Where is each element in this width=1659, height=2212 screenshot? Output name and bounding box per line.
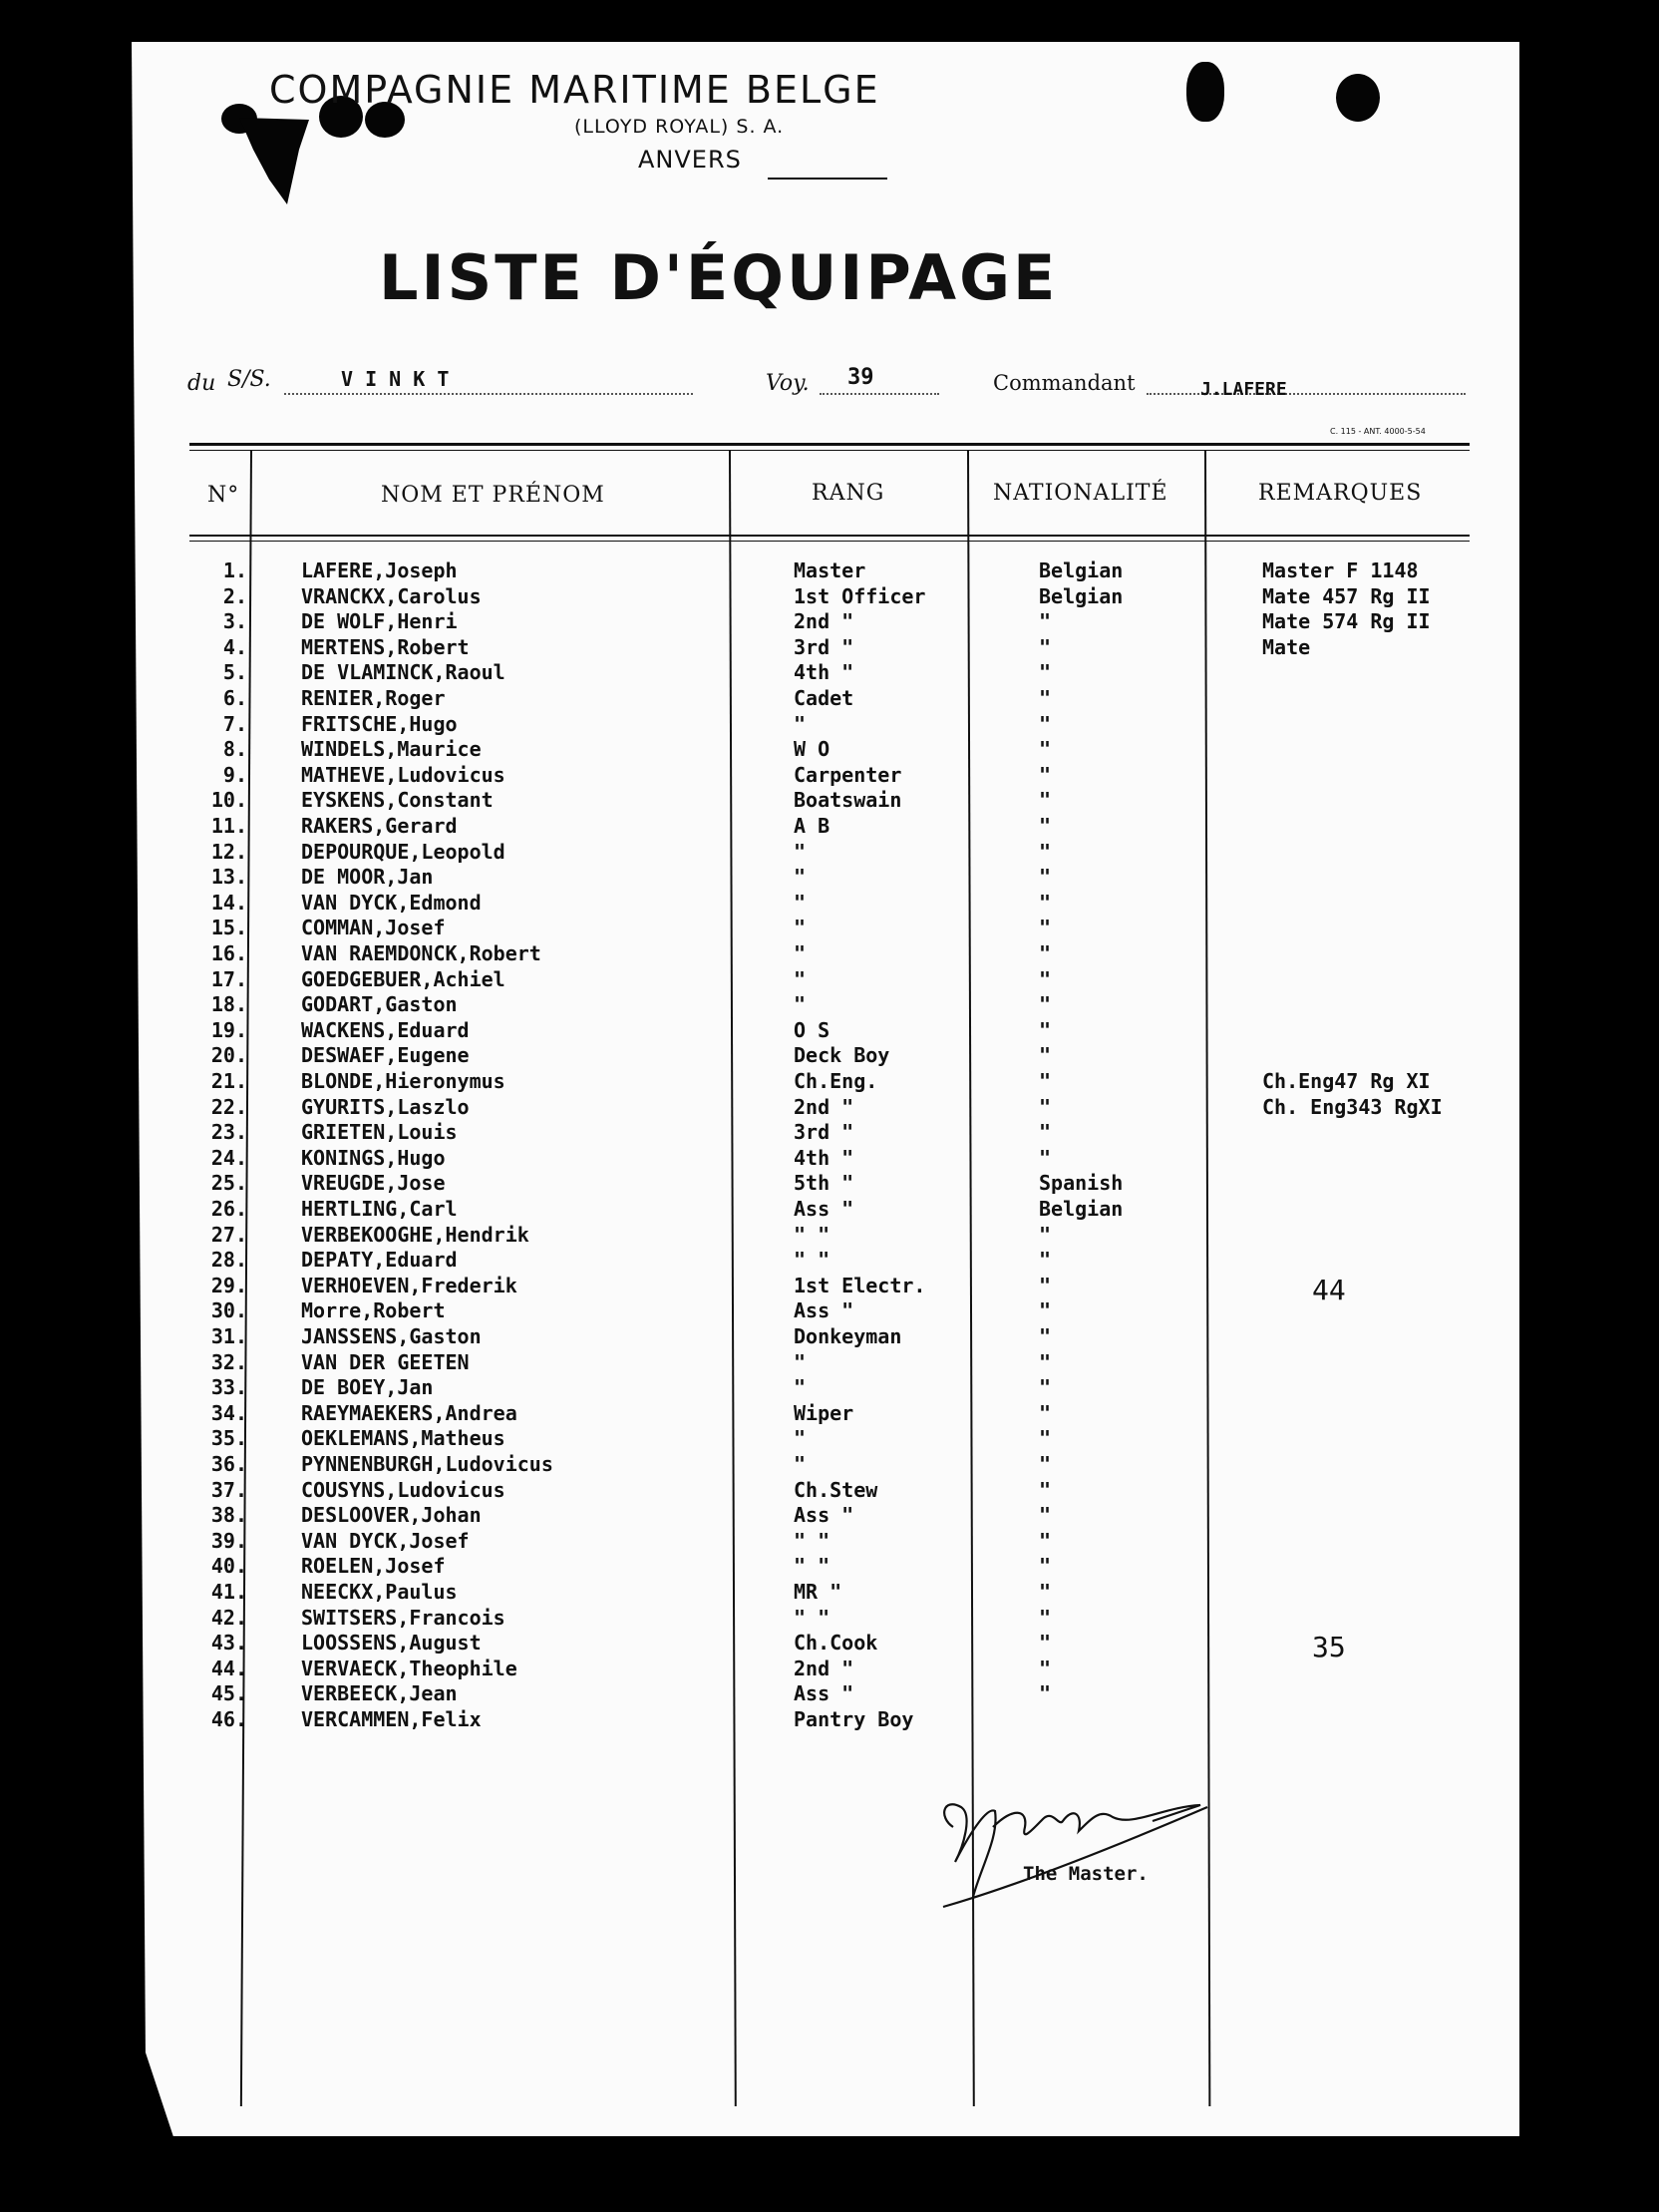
crew-rank: " " xyxy=(794,1528,830,1553)
crew-name: WACKENS,Eduard xyxy=(301,1017,470,1042)
table-top-rule xyxy=(189,443,1470,446)
crew-rank: Ch.Eng. xyxy=(794,1069,878,1093)
crew-number: 14. xyxy=(210,890,247,915)
crew-number: 20. xyxy=(210,1043,247,1068)
crew-rank: 3rd " xyxy=(794,634,854,659)
crew-number: 29. xyxy=(210,1273,247,1297)
crew-name: DE VLAMINCK,Raoul xyxy=(301,660,505,685)
crew-number: 28. xyxy=(210,1248,247,1273)
crew-nationality: " xyxy=(1039,1631,1052,1656)
crew-number: 6. xyxy=(222,686,247,710)
crew-number: 3. xyxy=(222,609,247,634)
crew-rank: 1st Officer xyxy=(794,583,926,608)
crew-number: 34. xyxy=(210,1400,247,1425)
crew-remarks: 35 xyxy=(1312,1631,1346,1664)
crew-nationality: " xyxy=(1039,711,1052,736)
crew-name: HERTLING,Carl xyxy=(301,1197,458,1221)
crew-number: 11. xyxy=(210,814,247,838)
crew-number: 36. xyxy=(210,1452,247,1476)
crew-rank: " xyxy=(794,941,807,965)
crew-nationality: " xyxy=(1039,916,1052,940)
crew-name: GYURITS,Laszlo xyxy=(301,1094,470,1119)
crew-nationality: " xyxy=(1039,1605,1052,1630)
col-header-number: N° xyxy=(207,483,240,508)
crew-number: 31. xyxy=(210,1324,247,1348)
company-name: COMPAGNIE MARITIME BELGE xyxy=(269,68,880,112)
crew-name: FRITSCHE,Hugo xyxy=(301,711,458,736)
crew-number: 46. xyxy=(210,1707,247,1731)
crew-number: 16. xyxy=(210,941,247,965)
crew-name: MERTENS,Robert xyxy=(301,634,470,659)
crew-number: 4. xyxy=(222,634,247,659)
crew-rank: A B xyxy=(794,814,830,838)
crew-nationality: " xyxy=(1039,1145,1052,1170)
crew-remarks: Mate xyxy=(1262,634,1311,659)
crew-number: 41. xyxy=(210,1580,247,1604)
crew-rank: Ass " xyxy=(794,1298,854,1323)
crew-number: 35. xyxy=(210,1426,247,1451)
crew-nationality: " xyxy=(1039,1528,1052,1553)
crew-name: COMMAN,Josef xyxy=(301,916,446,940)
crew-nationality: " xyxy=(1039,814,1052,838)
crew-number: 18. xyxy=(210,992,247,1017)
crew-nationality: " xyxy=(1039,1273,1052,1297)
crew-nationality: Spanish xyxy=(1039,1171,1124,1196)
crew-rank: 5th " xyxy=(794,1171,854,1196)
crew-nationality: " xyxy=(1039,1017,1052,1042)
crew-number: 15. xyxy=(210,916,247,940)
crew-rank: " " xyxy=(794,1554,830,1579)
crew-nationality: " xyxy=(1039,1503,1052,1528)
crew-rank: " xyxy=(794,839,807,864)
crew-rank: W O xyxy=(794,737,830,762)
crew-remarks: Ch. Eng343 RgXI xyxy=(1262,1094,1443,1119)
crew-name: EYSKENS,Constant xyxy=(301,788,494,813)
crew-nationality: Belgian xyxy=(1039,558,1124,582)
crew-nationality: " xyxy=(1039,1324,1052,1348)
crew-nationality: " xyxy=(1039,788,1052,813)
signature-caption: The Master. xyxy=(1023,1863,1149,1885)
crew-number: 37. xyxy=(210,1477,247,1502)
crew-rank: " xyxy=(794,916,807,940)
crew-rank: " xyxy=(794,1426,807,1451)
crew-rank: Boatswain xyxy=(794,788,902,813)
crew-number: 22. xyxy=(210,1094,247,1119)
crew-number: 39. xyxy=(210,1528,247,1553)
crew-name: RAEYMAEKERS,Andrea xyxy=(301,1400,517,1425)
crew-nationality: " xyxy=(1039,1043,1052,1068)
crew-nationality: " xyxy=(1039,992,1052,1017)
crew-nationality: " xyxy=(1039,660,1052,685)
crew-rank: Carpenter xyxy=(794,762,902,787)
crew-nationality: " xyxy=(1039,1580,1052,1604)
crew-name: JANSSENS,Gaston xyxy=(301,1324,482,1348)
crew-nationality: " xyxy=(1039,1426,1052,1451)
crew-remarks: Mate 457 Rg II xyxy=(1262,583,1431,608)
crew-nationality: " xyxy=(1039,1120,1052,1145)
crew-rank: 2nd " xyxy=(794,609,854,634)
crew-rank: " xyxy=(794,890,807,915)
crew-nationality: " xyxy=(1039,1375,1052,1400)
crew-remarks: Ch.Eng47 Rg XI xyxy=(1262,1069,1431,1093)
crew-rank: Cadet xyxy=(794,686,854,710)
crew-number: 40. xyxy=(210,1554,247,1579)
header-bottom-rule-thin xyxy=(189,541,1470,542)
crew-rank: " xyxy=(794,992,807,1017)
crew-rank: Ass " xyxy=(794,1681,854,1706)
crew-nationality: Belgian xyxy=(1039,583,1124,608)
header-bottom-rule xyxy=(189,535,1470,537)
crew-number: 44. xyxy=(210,1656,247,1680)
crew-nationality: " xyxy=(1039,1248,1052,1273)
crew-nationality: " xyxy=(1039,1222,1052,1247)
crew-name: GODART,Gaston xyxy=(301,992,458,1017)
commander-name: J.LAFERE xyxy=(1200,379,1287,400)
crew-name: BLONDE,Hieronymus xyxy=(301,1069,505,1093)
crew-name: VAN DYCK,Josef xyxy=(301,1528,470,1553)
voyage-label: Voy. xyxy=(766,371,810,396)
crew-number: 5. xyxy=(222,660,247,685)
crew-name: VERCAMMEN,Felix xyxy=(301,1707,482,1731)
crew-rank: 4th " xyxy=(794,1145,854,1170)
crew-name: PYNNENBURGH,Ludovicus xyxy=(301,1452,553,1476)
crew-rank: Deck Boy xyxy=(794,1043,890,1068)
crew-nationality: " xyxy=(1039,1656,1052,1680)
crew-remarks: Mate 574 Rg II xyxy=(1262,609,1431,634)
crew-rank: Pantry Boy xyxy=(794,1707,914,1731)
company-subtitle: (LLOYD ROYAL) S. A. xyxy=(574,116,785,138)
crew-name: DEPATY,Eduard xyxy=(301,1248,458,1273)
crew-number: 26. xyxy=(210,1197,247,1221)
crew-nationality: Belgian xyxy=(1039,1197,1124,1221)
crew-number: 33. xyxy=(210,1375,247,1400)
crew-rank: " xyxy=(794,1452,807,1476)
document-title: LISTE D'ÉQUIPAGE xyxy=(379,241,1059,314)
crew-name: VAN RAEMDONCK,Robert xyxy=(301,941,541,965)
crew-number: 27. xyxy=(210,1222,247,1247)
crew-name: VERHOEVEN,Frederik xyxy=(301,1273,517,1297)
master-signature xyxy=(933,1747,1232,1917)
crew-nationality: " xyxy=(1039,1554,1052,1579)
crew-name: ROELEN,Josef xyxy=(301,1554,446,1579)
crew-name: DE BOEY,Jan xyxy=(301,1375,434,1400)
crew-number: 21. xyxy=(210,1069,247,1093)
col-header-nationality: NATIONALITÉ xyxy=(993,481,1168,506)
crew-name: OEKLEMANS,Matheus xyxy=(301,1426,505,1451)
crew-name: MATHEVE,Ludovicus xyxy=(301,762,505,787)
form-code: C. 115 - ANT. 4000-5-54 xyxy=(1330,427,1426,436)
crew-rank: O S xyxy=(794,1017,830,1042)
crew-rank: " xyxy=(794,1375,807,1400)
crew-number: 23. xyxy=(210,1120,247,1145)
crew-nationality: " xyxy=(1039,609,1052,634)
crew-number: 24. xyxy=(210,1145,247,1170)
crew-nationality: " xyxy=(1039,966,1052,991)
crew-name: DESWAEF,Eugene xyxy=(301,1043,470,1068)
crew-name: KONINGS,Hugo xyxy=(301,1145,446,1170)
crew-rank: 3rd " xyxy=(794,1120,854,1145)
crew-nationality: " xyxy=(1039,890,1052,915)
crew-number: 19. xyxy=(210,1017,247,1042)
crew-remarks: 44 xyxy=(1312,1273,1346,1306)
crew-rank: MR " xyxy=(794,1580,842,1604)
crew-nationality: " xyxy=(1039,1298,1052,1323)
ink-smear xyxy=(239,110,319,209)
ship-prefix: S/S. xyxy=(227,367,271,392)
ship-dotline xyxy=(284,393,693,395)
crew-nationality: " xyxy=(1039,865,1052,890)
crew-name: DEPOURQUE,Leopold xyxy=(301,839,505,864)
crew-name: VRANCKX,Carolus xyxy=(301,583,482,608)
crew-rank: Donkeyman xyxy=(794,1324,902,1348)
crew-number: 32. xyxy=(210,1349,247,1374)
crew-nationality: " xyxy=(1039,634,1052,659)
crew-name: VERBEECK,Jean xyxy=(301,1681,458,1706)
crew-rank: 1st Electr. xyxy=(794,1273,926,1297)
crew-number: 12. xyxy=(210,839,247,864)
crew-rank: " xyxy=(794,711,807,736)
crew-number: 8. xyxy=(222,737,247,762)
crew-rank: " " xyxy=(794,1605,830,1630)
crew-number: 9. xyxy=(222,762,247,787)
crew-number: 45. xyxy=(210,1681,247,1706)
crew-nationality: " xyxy=(1039,1681,1052,1706)
crew-nationality: " xyxy=(1039,839,1052,864)
crew-number: 13. xyxy=(210,865,247,890)
crew-name: DE MOOR,Jan xyxy=(301,865,434,890)
crew-nationality: " xyxy=(1039,1349,1052,1374)
crew-rank: Ass " xyxy=(794,1503,854,1528)
col-header-rank: RANG xyxy=(812,481,885,506)
crew-nationality: " xyxy=(1039,1477,1052,1502)
crew-number: 38. xyxy=(210,1503,247,1528)
crew-rank: " xyxy=(794,865,807,890)
crew-rank: 2nd " xyxy=(794,1656,854,1680)
crew-number: 7. xyxy=(222,711,247,736)
ink-blot xyxy=(1336,74,1380,122)
crew-name: DE WOLF,Henri xyxy=(301,609,458,634)
crew-name: VERVAECK,Theophile xyxy=(301,1656,517,1680)
crew-name: VAN DYCK,Edmond xyxy=(301,890,482,915)
voyage-number: 39 xyxy=(847,365,874,390)
crew-rank: Master xyxy=(794,558,866,582)
crew-name: SWITSERS,Francois xyxy=(301,1605,505,1630)
crew-nationality: " xyxy=(1039,686,1052,710)
ship-label: du xyxy=(187,371,216,396)
crew-name: VERBEKOOGHE,Hendrik xyxy=(301,1222,529,1247)
crew-nationality: " xyxy=(1039,1400,1052,1425)
crew-name: RAKERS,Gerard xyxy=(301,814,458,838)
crew-rank: Wiper xyxy=(794,1400,854,1425)
crew-number: 2. xyxy=(222,583,247,608)
crew-rank: Ass " xyxy=(794,1197,854,1221)
crew-remarks: Master F 1148 xyxy=(1262,558,1419,582)
crew-nationality: " xyxy=(1039,941,1052,965)
crew-rank: " " xyxy=(794,1222,830,1247)
crew-rank: " xyxy=(794,1349,807,1374)
crew-name: VREUGDE,Jose xyxy=(301,1171,446,1196)
crew-nationality: " xyxy=(1039,737,1052,762)
crew-number: 1. xyxy=(222,558,247,582)
crew-name: RENIER,Roger xyxy=(301,686,446,710)
crew-nationality: " xyxy=(1039,1452,1052,1476)
crew-rank: Ch.Cook xyxy=(794,1631,878,1656)
crew-name: VAN DER GEETEN xyxy=(301,1349,470,1374)
commander-dotline xyxy=(1147,393,1466,395)
city-underline xyxy=(768,178,887,180)
table-top-rule-thin xyxy=(189,450,1470,451)
crew-name: LAFERE,Joseph xyxy=(301,558,458,582)
crew-name: Morre,Robert xyxy=(301,1298,446,1323)
ink-blot xyxy=(1186,62,1224,122)
crew-nationality: " xyxy=(1039,1094,1052,1119)
crew-name: LOOSSENS,August xyxy=(301,1631,482,1656)
crew-rank: " " xyxy=(794,1248,830,1273)
crew-name: GRIETEN,Louis xyxy=(301,1120,458,1145)
crew-rank: Ch.Stew xyxy=(794,1477,878,1502)
crew-rank: " xyxy=(794,966,807,991)
ship-name: V I N K T xyxy=(341,367,450,391)
voyage-dotline xyxy=(820,393,939,395)
crew-name: WINDELS,Maurice xyxy=(301,737,482,762)
commander-label: Commandant xyxy=(993,371,1136,395)
crew-name: NEECKX,Paulus xyxy=(301,1580,458,1604)
crew-rank: 4th " xyxy=(794,660,854,685)
crew-name: COUSYNS,Ludovicus xyxy=(301,1477,505,1502)
col-header-remarks: REMARQUES xyxy=(1258,481,1423,506)
crew-rank: 2nd " xyxy=(794,1094,854,1119)
crew-name: DESLOOVER,Johan xyxy=(301,1503,482,1528)
crew-nationality: " xyxy=(1039,1069,1052,1093)
crew-number: 42. xyxy=(210,1605,247,1630)
crew-number: 10. xyxy=(210,788,247,813)
col-header-name: NOM ET PRÉNOM xyxy=(381,483,605,508)
crew-number: 43. xyxy=(210,1631,247,1656)
crew-number: 30. xyxy=(210,1298,247,1323)
crew-number: 17. xyxy=(210,966,247,991)
crew-number: 25. xyxy=(210,1171,247,1196)
crew-name: GOEDGEBUER,Achiel xyxy=(301,966,505,991)
crew-nationality: " xyxy=(1039,762,1052,787)
company-city: ANVERS xyxy=(638,146,742,174)
